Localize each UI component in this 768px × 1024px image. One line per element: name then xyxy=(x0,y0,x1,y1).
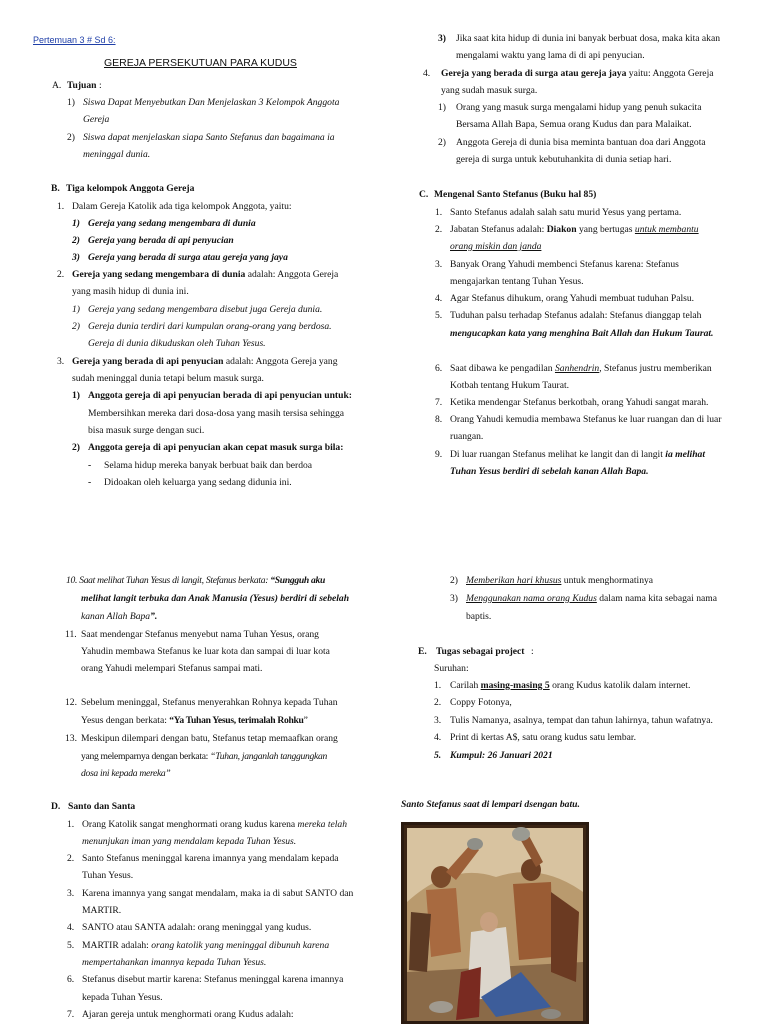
list-item xyxy=(66,575,325,587)
list-item: orang Yahudi melempari Stefanus sampai mati. xyxy=(81,663,263,674)
list-item: Tuduhan palsu terhadap Stefanus adalah: Stefanus dianggap telah xyxy=(450,310,702,321)
list-number: 2) xyxy=(72,235,80,246)
text: MARTIR adalah: xyxy=(82,940,152,951)
image-caption: Santo Stefanus saat di lempari dsengan batu. xyxy=(401,799,580,810)
list-number: 2) xyxy=(67,132,75,143)
list-number: 1. xyxy=(67,819,75,830)
list-item: Selama hidup mereka banyak berbuat baik dan berdoa xyxy=(104,460,313,471)
list-item xyxy=(450,680,690,692)
emphasis: untuk membantu xyxy=(634,224,699,235)
list-item: Meskipun dilempari dengan batu, Stefanus tetap memaafkan orang xyxy=(81,733,338,744)
list-number: 3. xyxy=(57,356,65,367)
section-b-letter: B. xyxy=(51,183,60,194)
section-b-title: Tiga kelompok Anggota Gereja xyxy=(66,183,195,194)
list-number: 2) xyxy=(438,137,446,148)
list-number: 2) xyxy=(450,575,458,586)
list-item xyxy=(82,940,329,952)
text: Orang Katolik sangat menghormati orang kudus karena xyxy=(82,819,298,830)
list-item: Bersama Allah Bapa, Semua orang Kudus dan para Malaikat. xyxy=(456,119,692,130)
section-a-title: Tujuan xyxy=(67,80,97,91)
list-item: Kotbah tentang Hukum Taurat. xyxy=(450,380,570,391)
list-number: 4. xyxy=(423,68,431,79)
text: adalah: Anggota Gereja xyxy=(245,269,339,280)
list-item: mengajarkan tentang Tuhan Yesus. xyxy=(450,276,584,287)
stoning-of-stephen-illustration xyxy=(401,822,589,1024)
list-item: Gereja yang berada di api penyucian xyxy=(88,235,234,246)
text: kanan Allah Bapa xyxy=(81,611,151,622)
list-item xyxy=(72,269,338,281)
emphasis: Memberikan hari khusus xyxy=(466,575,562,586)
list-number: 7. xyxy=(67,1009,75,1020)
section-a-letter: A. xyxy=(52,80,62,91)
emphasis: masing-masing 5 xyxy=(480,680,550,691)
quote: “Sungguh aku xyxy=(270,575,326,586)
section-e-letter: E. xyxy=(418,646,427,657)
list-item: meninggal dunia. xyxy=(83,149,151,160)
list-item: Gereja yang sedang mengembara di dunia xyxy=(88,218,256,229)
list-number: 3) xyxy=(450,593,458,604)
text: Yesus dengan berkata: xyxy=(81,715,170,726)
list-item xyxy=(450,363,712,375)
section-a-colon: : xyxy=(99,80,102,91)
quote: “Tuhan, janganlah tanggungkan xyxy=(210,751,327,762)
term: Gereja yang berada di surga atau gereja jaya xyxy=(441,68,627,79)
list-item: Santo Stefanus adalah salah satu murid Yesus yang pertama. xyxy=(450,207,682,218)
list-item: Karena imannya yang sangat mendalam, maka ia di sabut SANTO dan xyxy=(82,888,354,899)
text: dalam nama kita sebagai nama xyxy=(596,593,717,604)
term: Diakon xyxy=(546,224,577,235)
list-item: baptis. xyxy=(466,611,492,622)
list-number: 2. xyxy=(67,853,75,864)
list-number: 1) xyxy=(72,304,80,315)
list-item xyxy=(466,593,717,605)
list-item: Siswa Dapat Menyebutkan Dan Menjelaskan 3 Kelompok Anggota xyxy=(83,97,340,108)
emphasis: Menggunakan nama orang Kudus xyxy=(466,593,597,604)
list-item: Yahudin membawa Stefanus ke luar kota dan sampai di luar kota xyxy=(81,646,330,657)
list-item: mengalami waktu yang lama di di api penyucian. xyxy=(456,50,645,61)
list-number: 13. xyxy=(65,733,77,744)
emphasis: orang katolik yang meninggal dibunuh karena xyxy=(151,940,330,951)
list-item: Gereja yang sedang mengembara disebut juga Gereja dunia. xyxy=(88,304,323,315)
list-item: Saat mendengar Stefanus menyebut nama Tuhan Yesus, orang xyxy=(81,629,319,640)
list-number: 2) xyxy=(72,321,80,332)
list-number: 1. xyxy=(434,680,442,691)
list-item: Tuhan Yesus berdiri di sebelah kanan Allah Bapa. xyxy=(450,466,649,477)
text: orang Kudus katolik dalam internet. xyxy=(549,680,691,691)
instruction-label: Suruhan: xyxy=(434,663,469,674)
text: yang melemparnya dengan berkata: xyxy=(81,751,211,762)
section-c-letter: C. xyxy=(419,189,429,200)
list-item: Orang Yahudi kemudia membawa Stefanus ke luar ruangan dan di luar xyxy=(450,414,722,425)
list-item: Sebelum meninggal, Stefanus menyerahkan Rohnya kepada Tuhan xyxy=(81,697,338,708)
section-c-title: Mengenal Santo Stefanus (Buku hal 85) xyxy=(434,189,597,200)
list-item: Gereja dunia terdiri dari kumpulan orang-orang yang berdosa. xyxy=(88,321,332,332)
list-number: 6. xyxy=(67,974,75,985)
list-item xyxy=(82,819,347,831)
list-number: 12. xyxy=(65,697,77,708)
list-item xyxy=(441,68,714,80)
text: 10. Saat melihat Tuhan Yesus di langit, Stefanus berkata: xyxy=(66,575,271,586)
list-item: Santo Stefanus meninggal karena imannya yang mendalam kepada xyxy=(82,853,339,864)
list-item: Orang yang masuk surga mengalami hidup yang penuh sukacita xyxy=(456,102,702,113)
list-number: 9. xyxy=(435,449,443,460)
list-item xyxy=(450,224,699,236)
list-item: Ajaran gereja untuk menghormati orang Kudus adalah: xyxy=(82,1009,294,1020)
list-number: 7. xyxy=(435,397,443,408)
page-title: GEREJA PERSEKUTUAN PARA KUDUS xyxy=(104,57,297,69)
list-number: 4. xyxy=(434,732,442,743)
list-number: 1. xyxy=(57,201,65,212)
list-item: Print di kertas A$, satu orang kudus satu lembar. xyxy=(450,732,636,743)
list-number: 1) xyxy=(438,102,446,113)
list-item: Banyak Orang Yahudi membenci Stefanus karena: Stefanus xyxy=(450,259,679,270)
list-number: 2. xyxy=(434,697,442,708)
illustration-drawing xyxy=(401,822,589,1024)
list-number: 5. xyxy=(67,940,75,951)
list-number: 1) xyxy=(72,218,80,229)
list-item: MARTIR. xyxy=(82,905,122,916)
list-item xyxy=(450,449,705,461)
list-number: 2) xyxy=(72,442,80,453)
list-item: Tulis Namanya, asalnya, tempat dan tahun lahirnya, tahun wafatnya. xyxy=(450,715,713,726)
list-number: 1. xyxy=(435,207,443,218)
list-number: 5. xyxy=(434,750,442,761)
section-d-letter: D. xyxy=(51,801,61,812)
list-item: Agar Stefanus dihukum, orang Yahudi membuat tuduhan Palsu. xyxy=(450,293,695,304)
list-item: Gereja di dunia dikuduskan oleh Tuhan Yesus. xyxy=(88,338,266,349)
list-item: Membersihkan mereka dari dosa-dosa yang masih tersisa sehingga xyxy=(88,408,345,419)
list-item: Gereja yang berada di surga atau gereja yang jaya xyxy=(88,252,288,263)
list-number: 5. xyxy=(435,310,443,321)
text: Di luar ruangan Stefanus melihat ke langit dan di langit xyxy=(450,449,666,460)
list-number: 11. xyxy=(65,629,77,640)
list-item: Anggota gereja di api penyucian berada di api penyucian untuk: xyxy=(88,390,352,401)
list-item xyxy=(81,715,308,727)
quote xyxy=(81,611,157,623)
list-item: sudah meninggal dunia tetapi belum masuk surga. xyxy=(72,373,264,384)
list-item: yang sudah masuk surga. xyxy=(441,85,538,96)
section-d-title: Santo dan Santa xyxy=(68,801,136,812)
deadline: Kumpul: 26 Januari 2021 xyxy=(450,750,553,761)
list-item: yang masih hidup di dunia ini. xyxy=(72,286,189,297)
list-item: Gereja xyxy=(83,114,110,125)
emphasis: ia melihat xyxy=(665,449,705,460)
section-e-title: Tugas sebagai project xyxy=(436,646,525,657)
list-number: 3) xyxy=(438,33,446,44)
text: yaitu: Anggota Gereja xyxy=(626,68,714,79)
list-number: 3. xyxy=(434,715,442,726)
emphasis: orang miskin dan janda xyxy=(450,241,542,252)
list-number: 1) xyxy=(72,390,80,401)
text: , Stefanus justru memberikan xyxy=(599,363,712,374)
list-item: Jika saat kita hidup di dunia ini banyak berbuat dosa, maka kita akan xyxy=(456,33,721,44)
list-item: ruangan. xyxy=(450,431,484,442)
list-item: kepada Tuhan Yesus. xyxy=(82,992,163,1003)
emphasis: Sanhendrin xyxy=(554,363,600,374)
text: adalah: Anggota Gereja yang xyxy=(223,356,338,367)
list-item: menunjukan iman yang mendalam kepada Tuhan Yesus. xyxy=(82,836,297,847)
bullet-dash: - xyxy=(88,477,92,488)
list-number: 8. xyxy=(435,414,443,425)
list-item: gereja di surga untuk kebutuhankita di dunia setiap hari. xyxy=(456,154,672,165)
list-item: Anggota Gereja di dunia bisa meminta bantuan doa dari Anggota xyxy=(456,137,706,148)
emphasis: mereka telah xyxy=(297,819,348,830)
list-item: Siswa dapat menjelaskan siapa Santo Stefanus dan bagaimana ia xyxy=(83,132,335,143)
list-number: 4. xyxy=(435,293,443,304)
text: Carilah xyxy=(450,680,481,691)
text: Saat dibawa ke pengadilan xyxy=(450,363,555,374)
list-number: 4. xyxy=(67,922,75,933)
text: Jabatan Stefanus adalah: xyxy=(450,224,547,235)
list-item: Stefanus disebut martir karena: Stefanus meninggal karena imannya xyxy=(82,974,344,985)
list-item xyxy=(81,751,327,763)
term: Gereja yang sedang mengembara di dunia xyxy=(72,269,246,280)
list-item: SANTO atau SANTA adalah: orang meninggal yang kudus. xyxy=(82,922,312,933)
list-item: Anggota gereja di api penyucian akan cepat masuk surga bila: xyxy=(88,442,344,453)
list-item xyxy=(72,356,338,368)
term: Gereja yang berada di api penyucian xyxy=(72,356,224,367)
list-item: mengucapkan kata yang menghina Bait Allah dan Hukum Taurat. xyxy=(450,328,714,339)
list-number: 2. xyxy=(57,269,65,280)
meeting-label: Pertemuan 3 # Sd 6: xyxy=(33,35,116,45)
list-item: Didoakan oleh keluarga yang sedang didunia ini. xyxy=(104,477,292,488)
bullet-dash: - xyxy=(88,460,92,471)
text: ”. xyxy=(150,611,158,622)
list-number: 1) xyxy=(67,97,75,108)
list-number: 3. xyxy=(67,888,75,899)
section-e-colon: : xyxy=(531,646,534,657)
list-number: 6. xyxy=(435,363,443,374)
quote: dosa ini kepada mereka” xyxy=(81,768,171,779)
list-item: mempertahankan imannya kepada Tuhan Yesus. xyxy=(82,957,267,968)
text: yang bertugas xyxy=(576,224,635,235)
list-number: 3) xyxy=(72,252,80,263)
text: untuk menghormatinya xyxy=(561,575,654,586)
quote: “Ya Tuhan Yesus, terimalah Rohku xyxy=(169,715,304,726)
list-item: Ketika mendengar Stefanus berkotbah, orang Yahudi sangat marah. xyxy=(450,397,709,408)
quote: melihat langit terbuka dan Anak Manusia (Yesus) berdiri di sebelah xyxy=(81,593,350,604)
list-number: 3. xyxy=(435,259,443,270)
list-item xyxy=(466,575,653,587)
list-item: Dalam Gereja Katolik ada tiga kelompok Anggota, yaitu: xyxy=(72,201,292,212)
list-item: Coppy Fotonya, xyxy=(450,697,512,708)
list-item: bisa masuk surge dengan suci. xyxy=(88,425,205,436)
list-number: 2. xyxy=(435,224,443,235)
text: ” xyxy=(303,715,308,726)
list-item: Tuhan Yesus. xyxy=(82,870,134,881)
